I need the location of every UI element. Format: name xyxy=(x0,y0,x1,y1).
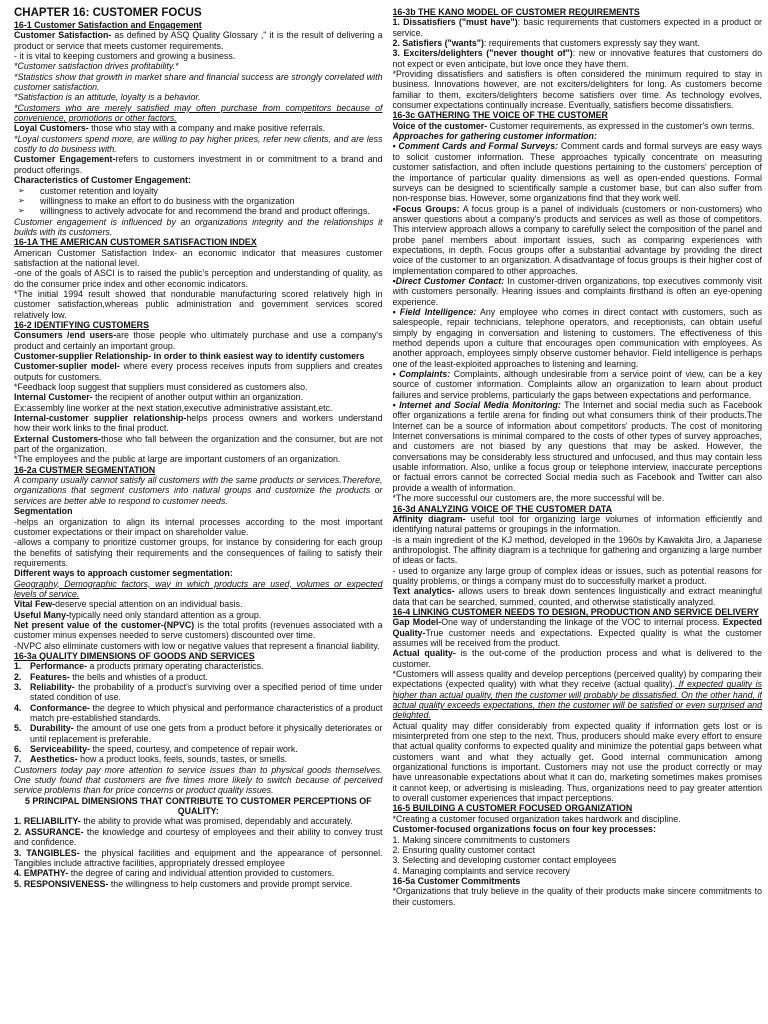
term: Actual quality- xyxy=(392,648,456,659)
paragraph: Different ways to approach customer segmentation: xyxy=(14,568,233,579)
paragraph: Segmentation xyxy=(14,506,73,517)
paragraph: *Loyal customers spend more, are willing to pay higher prices, refer new clients, and are less costly to do business with. xyxy=(14,133,383,155)
list-item: 4. Managing complaints and service recovery xyxy=(392,865,570,876)
list-item: 1. Performance- a products primary operating characteristics. xyxy=(14,661,264,672)
paragraph: -one of the goals of ASCI is to raised the public's perception and understanding of quality, as do the consumer price index and other economic indicators. xyxy=(14,268,383,289)
paragraph: • Complaints: Complaints, although undesirable from a service point of view, can be a key source of customer information. Complaints allow an organization to learn about product failures and service problems, particularly the gaps between expectations and performance. xyxy=(392,369,762,400)
term: Internal Customer- xyxy=(14,392,93,403)
right-column xyxy=(393,7,763,1024)
paragraph: *Statistics show that growth in market share and financial success are strongly correlated with customer satisfaction. xyxy=(14,71,383,93)
paragraph: - used to organize any large group of complex ideas or issues, such as potential reasons for quality problems, or things a company must do to successfully market a product. xyxy=(392,565,762,586)
paragraph: Consumers /end users-are those people who ultimately purchase and use a company's product and certainly an important group. xyxy=(14,330,383,351)
paragraph: • Field Intelligence: Any employee who comes in direct contact with customers, such as salespeople, repair technicians, telephone operators, and receptionists, can obtain useful simply by engaging in conversation and listening to customers. The effectiveness of this method depends upon a culture that encourages open communication with employees. As another approach, employees simply observe customer behavior. Field intelligence is perhaps one of the least-exploited approaches to listening and learning. xyxy=(392,306,762,369)
term: Customer Engagement- xyxy=(14,154,116,165)
paragraph: 3. Exciters/delighters ("never thought of"): new or innovative features that customers do not expect or even anticipate, but love once they have them. xyxy=(392,48,762,69)
section-heading-16-2: 16-2 IDENTIFYING CUSTOMERS xyxy=(14,319,149,330)
list-item: 3. TANGIBLES- the physical facilities and equipment and the appearance of personnel. Tangibles include attractive facilities, appropriately dressed employee xyxy=(14,847,383,868)
section-heading-16-5: 16-5 BUILDING A CUSTOMER FOCUSED ORGANIZATION xyxy=(392,803,633,814)
paragraph: Text analytics- allows users to break down sentences linguistically and extract meaningful data that can be searched, summed, counted, and otherwise statistically analyzed. xyxy=(392,586,762,607)
paragraph: 1. Dissatisfiers ("must have"): basic requirements that customers expected in a product or service. xyxy=(392,17,762,38)
list-item: 5. Durability- the amount of use one gets from a product before it physically deteriorates or until replacement is preferable. xyxy=(14,723,383,744)
term: Gap Model- xyxy=(392,617,442,628)
paragraph: Gap Model-One way of understanding the linkage of the VOC to internal process. Expected Quality-True customer needs and expectations. Expected quality is what the customer assumes will be received from the product. xyxy=(392,617,762,648)
paragraph: Affinity diagram- useful tool for organizing large volumes of information efficiently and identifying natural patterns or groupings in the information. xyxy=(392,513,762,535)
paragraph: *Providing dissatisfiers and satisfiers is often considered the minimum required to stay in business. Innovations however, are not exciters/delighters for long. As customers become familiar to them, exciters/delighters become satisfiers over time. As technology evolves, consumer expectations continually increase. Eventually, satisfiers become dissatisfiers. xyxy=(392,69,762,111)
paragraph: *Organizations that truly believe in the quality of their products make sincere commitments to their customers. xyxy=(392,886,762,907)
term: Text analytics- xyxy=(392,586,455,597)
term: External Customers- xyxy=(14,433,102,444)
paragraph: Actual quality- is the out-come of the production process and what is delivered to the customer. xyxy=(392,648,762,669)
list-item: ➢ willingness to make an effort to do business with the organization xyxy=(14,196,383,206)
paragraph: 2. Satisfiers ("wants"): requirements that customers expressly say they want. xyxy=(392,38,700,49)
section-heading-16-3a: 16-3a QUALITY DIMENSIONS OF GOODS AND SERVICES xyxy=(14,650,255,661)
term: Customer Satisfaction- xyxy=(14,30,112,41)
paragraph: A company usually cannot satisfy all customers with the same products or services.Therefore, organizations that segment customers into natural groups and customize the products or services are better able to respond to customer needs. xyxy=(14,475,383,506)
paragraph: Net present value of the customer-(NPVC) is the total profits (revenues associated with a customer minus expenses needed to serve customers) discounted over time. xyxy=(14,619,383,641)
paragraph: • Internet and Social Media Monitoring: The Internet and social media such as Facebook offer organizations a fertile arena for finding out what consumers think of their products.The Internet can be a source of information about competitors' products. The cost of monitoring Internet conversations is minimal compared to the costs of other types of survey approaches, and customers are not biased by any questions that may be asked. However, the conversations may be considerably less structured and unfocused, and thus may contain less usable information. Also, unlike a focus group or telephone interview, inaccurate perceptions or factual errors cannot be corrected Social media such as Facebook and Twitter can also provide a wealth of information. xyxy=(392,400,762,493)
left-column xyxy=(14,7,383,1024)
paragraph: External Customers-those who fall between the organization and the consumer, but are not part of the organization. xyxy=(14,433,383,455)
paragraph: Voice of the customer- Customer requirements, as expressed in the customer's own terms. xyxy=(392,120,755,131)
paragraph: Customer Satisfaction- as defined by ASQ Quality Glossary ," it is the result of delivering a product or service that meets customer requirements. xyxy=(14,30,383,51)
paragraph: Internal-customer supplier relationship-helps process owners and workers understand how their work links to the final product. xyxy=(14,413,383,434)
paragraph: *The more successful our customers are, the more successful will be. xyxy=(392,493,665,504)
paragraph: *The employees and the public at large are important customers of an organization. xyxy=(14,454,341,465)
paragraph: - it is vital to keeping customers and growing a business. xyxy=(14,51,236,62)
list-item: 7. Aesthetics- how a product looks, feels, sounds, tastes, or smells. xyxy=(14,754,288,765)
section-heading-16-3d: 16-3d ANALYZING VOICE OF THE CUSTOMER DATA xyxy=(392,503,612,514)
paragraph: Loyal Customers- those who stay with a company and make positive referrals. xyxy=(14,123,326,134)
paragraph: Ex:assembly line worker at the next station,executive administrative assistant,etc. xyxy=(14,402,333,413)
list-item: ➢ customer retention and loyalty xyxy=(14,186,383,196)
list-item: 1. RELIABILITY- the ability to provide what was promised, dependably and accurately. xyxy=(14,816,353,827)
paragraph: *Customers will assess quality and develop perceptions (perceived quality) by comparing their expectations (expected quality) with what they receive (actual quality). If expected quality is higher than actual quality, then the customer will probably be dissatisfied. On the other hand, if actual quality exceeds expectations, then the customer will be satisfied or even surprised and delighted. xyxy=(392,669,762,721)
section-heading-16-3c: 16-3c GATHERING THE VOICE OF THE CUSTOMER xyxy=(392,110,608,121)
paragraph: Customers today pay more attention to service issues than to physical goods themselves. One study found that customers are five times more likely to switch because of perceived service problems than for price concerns or product quality issues. xyxy=(14,764,383,796)
term: • Comment Cards and Formal Surveys: xyxy=(392,141,559,152)
list-item: ➢ willingness to actively advocate for and recommend the brand and product offerings. xyxy=(14,206,383,216)
term: • Complaints: xyxy=(392,369,451,380)
paragraph: -NVPC also eliminate customers with low or negative values that represent a financial liability. xyxy=(14,640,380,651)
term: Customer-suplier model- xyxy=(14,361,120,372)
term: 2. Satisfiers ("wants") xyxy=(392,38,484,49)
paragraph: • Comment Cards and Formal Surveys: Comment cards and formal surveys are easy ways to solicit customer information. These approaches typically concentrate on measuring customer satisfaction, and often include questions pertaining to the customers' perception of the importance of particular quality dimensions as well as open-ended questions. Formal surveys can be designed to scientifically sample a customer base, but can also suffer from non-response bias. However, some organizations find that they work well. xyxy=(392,141,762,204)
section-heading-16-3b: 16-3b THE KANO MODEL OF CUSTOMER REQUIREMENTS xyxy=(392,7,640,17)
paragraph: Useful Many-typically need only standard attention as a group. xyxy=(14,609,262,620)
sub-heading-16-5a: 16-5a Customer Commitments xyxy=(392,875,521,886)
paragraph: Customer-suplier model- where every process receives inputs from suppliers and creates outputs for customers. xyxy=(14,361,383,382)
paragraph: Actual quality may differ considerably from expected quality if information gets lost or is misinterpreted from one step to the next. Thus, producers should make every effort to ensure that actual quality conforms to expected quality and minimize the potential gaps between what customers want and what they actually get. Good internal communication among organizational functions is important. Customers may not use the product correctly or may have unreasonable expectations about what it can do, marketing sometimes makes promises it cannot keep, or advertising is misleading. Thus, organizations need to pay greater attention to overall customer experiences that impact perceptions. xyxy=(392,720,762,804)
term: • Internet and Social Media Monitoring: xyxy=(392,400,561,411)
paragraph: Customer Engagement-refers to customers investment in or commitment to a brand and product offerings. xyxy=(14,154,383,175)
paragraph: *Customer satisfaction drives profitability.* xyxy=(14,61,179,72)
paragraph: *Creating a customer focused organization takes hardwork and discipline. xyxy=(392,813,681,824)
term: Expected Quality- xyxy=(392,617,762,638)
term: Loyal Customers- xyxy=(14,123,89,134)
chapter-title: CHAPTER 16: CUSTOMER FOCUS xyxy=(14,7,202,19)
paragraph: Characteristics of Customer Engagement: xyxy=(14,175,191,186)
paragraph: Customer-focused organizations focus on four key processes: xyxy=(392,824,656,835)
term: Useful Many- xyxy=(14,609,70,620)
term: Affinity diagram- xyxy=(392,513,466,524)
term: •Focus Groups: xyxy=(392,203,460,214)
list-item: 6. Serviceability- the speed, courtesy, and competence of repair work. xyxy=(14,744,298,755)
paragraph: *Satisfaction is an attitude, loyalty is a behavior. xyxy=(14,92,201,103)
paragraph: Customer-supplier Relationship- in order to think easiest way to identify customers xyxy=(14,351,365,361)
paragraph: Vital Few-deserve special attention on an individual basis. xyxy=(14,599,243,610)
list-item: 1. Making sincere commitments to customers xyxy=(392,834,570,845)
list-item: 3. Selecting and developing customer contact employees xyxy=(392,855,617,866)
paragraph: *Feedback loop suggest that suppliers must considered as customers also. xyxy=(14,382,308,393)
term: 3. Exciters/delighters ("never thought of") xyxy=(392,48,573,59)
paragraph: -is a main ingredient of the KJ method, developed in the 1960s by Kawakita Jiro, a Japanese anthropologist. The affinity diagram is a technique for gathering and organizing a large number of ideas or facts. xyxy=(392,534,762,566)
term: 1. Dissatisfiers ("must have") xyxy=(392,17,518,28)
list-item: 2. ASSURANCE- the knowledge and courtesy of employees and their ability to convey trust and confidence. xyxy=(14,826,383,848)
section-heading-16-4: 16-4 LINKING CUSTOMER NEEDS TO DESIGN, PRODUCTION AND SERVICE DELIVERY xyxy=(392,606,759,617)
list-item: 2. Ensuring quality customer contact xyxy=(392,844,536,855)
paragraph: •Direct Customer Contact: In customer-driven organizations, top executives commonly visit with customers personally. Hearing issues and complaints firsthand is often an eye-opening experience. xyxy=(392,275,762,307)
section-heading-16-1: 16-1 Customer Satisfaction and Engagement xyxy=(14,20,202,30)
term: Vital Few- xyxy=(14,599,56,610)
paragraph: Geography, Demographic factors, way in which products are used, volumes or expected levels of service. xyxy=(14,578,383,599)
term: Net present value of the customer-(NPVC) xyxy=(14,619,195,630)
paragraph: Approaches for gathering customer information: xyxy=(392,131,597,142)
section-heading-16-2a: 16-2a CUSTMER SEGMENTATION xyxy=(14,464,156,475)
list-item: 5. RESPONSIVENESS- the willingness to help customers and provide prompt service. xyxy=(14,878,353,889)
list-item: 4. EMPATHY- the degree of caring and individual attention provided to customers. xyxy=(14,868,335,879)
list-item: 3. Reliability- the probability of a product's surviving over a specified period of time under stated condition of use. xyxy=(14,682,383,703)
list-item: 4. Conformance- the degree to which physical and performance characteristics of a product match pre-established standards. xyxy=(14,702,383,724)
paragraph: Customer engagement is influenced by an organizations integrity and the relationships it builds with its customers. xyxy=(14,216,383,237)
term: Consumers /end users- xyxy=(14,330,117,341)
bullet-list xyxy=(14,186,383,217)
paragraph: •Focus Groups: A focus group is a panel of individuals (customers or non-customers) who answer questions about a company's products and services as well as those of competitors. This interview approach allows a company to carefully select the composition of the panel and probe panel members about important issues, such as comparing experiences with expectations, in depth. Focus groups offer a substantial advantage by providing the direct voice of the customer to an organization. A disadvantage of focus groups is their higher cost of implementation compared to other approaches. xyxy=(392,203,762,276)
term: • Field Intelligence: xyxy=(392,306,477,317)
paragraph: *Customers who are merely satisfied may often purchase from competitors because of convenience, promotions or other factors. xyxy=(14,102,383,124)
numbered-list xyxy=(14,661,383,764)
term: •Direct Customer Contact: xyxy=(392,275,505,286)
paragraph: American Customer Satisfaction Index- an economic indicator that measures customer satisfaction at the national level. xyxy=(14,247,383,268)
paragraph: *The initial 1994 result showed that nondurable manufacturing scored relatively high in customer satisfaction,whereas public administration and government services scored relatively low. xyxy=(14,288,383,320)
paragraph: Internal Customer- the recipient of another output within an organization. xyxy=(14,392,304,403)
section-heading-16-1a: 16-1A THE AMERICAN CUSTOMER SATISFACTION INDEX xyxy=(14,237,257,248)
list-item: 2. Features- the bells and whistles of a product. xyxy=(14,671,208,682)
paragraph: -helps an organization to align its internal processes according to the most important customer expectations or their impact on shareholder value. xyxy=(14,516,383,537)
section-heading-5-dimensions: 5 PRINCIPAL DIMENSIONS THAT CONTRIBUTE TO CUSTOMER PERCEPTIONS OF QUALITY: xyxy=(24,795,372,817)
term: Voice of the customer- xyxy=(392,120,488,131)
paragraph: -allows a company to prioritize customer groups, for instance by considering for each group the benefits of satisfying their requirements and the consequences of failing to satisfy their requirements. xyxy=(14,537,383,568)
term: Internal-customer supplier relationship- xyxy=(14,413,187,424)
